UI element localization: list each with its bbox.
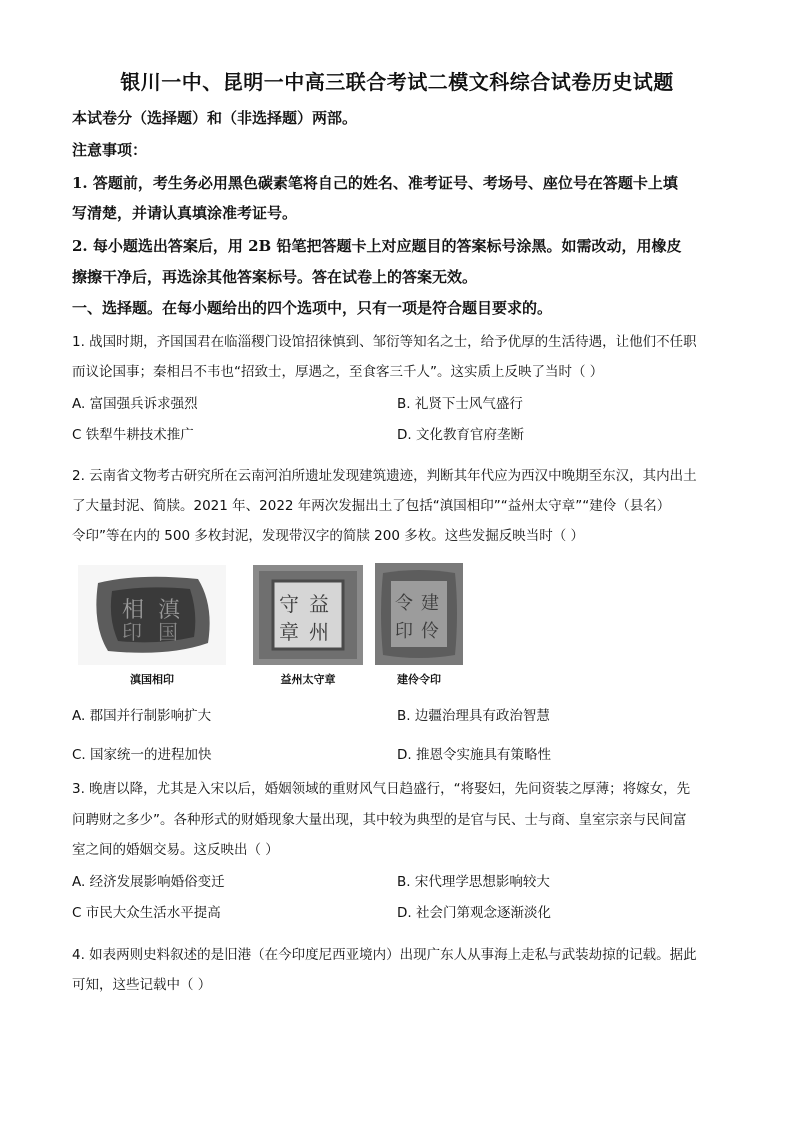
svg-text:滇: 滇	[158, 598, 181, 623]
page-title: 银川一中、昆明一中高三联合考试二模文科综合试卷历史试题	[120, 70, 674, 94]
q3-option-a: A. 经济发展影响婚俗变迁	[72, 874, 225, 890]
q1-option-a: A. 富国强兵诉求强烈	[72, 396, 198, 412]
svg-text:章: 章	[279, 620, 299, 644]
q2-stem-line-1: 2. 云南省文物考古研究所在云南河泊所遗址发现建筑遗迹，判断其年代应为西汉中晚期至东汉，其内出土	[72, 468, 697, 484]
q3-stem-line-3: 室之间的婚姻交易。这反映出（ ）	[72, 842, 279, 858]
q1-stem-line-2: 而议论国事；秦相吕不韦也“招致士，厚遇之，至食客三千人”。这实质上反映了当时（ ）	[72, 364, 604, 380]
q2-option-b: B. 边疆治理具有政治智慧	[397, 708, 550, 724]
seal-caption-yizhou: 益州太守章	[280, 673, 336, 686]
seal-image-yizhou	[253, 565, 363, 665]
q1-stem-line-1: 1. 战国时期，齐国国君在临淄稷门设馆招徕慎到、邹衍等知名之士，给予优厚的生活待遇，让他们不任职	[72, 334, 697, 350]
section-1-heading: 一、选择题。在每小题给出的四个选项中，只有一项是符合题目要求的。	[72, 299, 553, 317]
svg-text:印: 印	[122, 620, 142, 644]
svg-text:州: 州	[309, 620, 329, 644]
svg-text:印: 印	[395, 621, 413, 642]
q2-stem-line-2: 了大量封泥、简牍。2021 年、2022 年两次发掘出土了包括“滇国相印”“益州太守章”“建伶（县名）	[72, 498, 671, 514]
q3-stem-line-1: 3. 晚唐以降，尤其是入宋以后，婚姻领域的重财风气日趋盛行，“将娶妇，先问资装之厚薄；将嫁女，先	[72, 781, 691, 797]
q4-stem-line-1: 4. 如表两则史料叙述的是旧港（在今印度尼西亚境内）出现广东人从事海上走私与武装劫掠的记载。据此	[72, 947, 697, 963]
seal-caption-dianguo: 滇国相印	[130, 673, 174, 686]
q2-option-c: C. 国家统一的进程加快	[72, 747, 212, 763]
q1-option-d: D. 文化教育官府垄断	[397, 427, 524, 443]
seal-caption-jianling: 建伶令印	[397, 673, 441, 686]
note-1-line-2: 写清楚，并请认真填涂准考证号。	[72, 204, 298, 222]
q4-stem-line-2: 可知，这些记载中（ ）	[72, 977, 212, 993]
intro-text: 本试卷分（选择题）和（非选择题）两部。	[72, 109, 358, 127]
q2-stem-line-3: 令印”等在内的 500 多枚封泥，发现带汉字的简牍 200 多枚。这些发掘反映当时（ ）	[72, 528, 584, 544]
q3-option-b: B. 宋代理学思想影响较大	[397, 874, 550, 890]
q2-option-a: A. 郡国并行制影响扩大	[72, 708, 212, 724]
q2-option-d: D. 推恩令实施具有策略性	[397, 747, 551, 763]
svg-text:守: 守	[279, 592, 299, 616]
notes-heading: 注意事项：	[72, 141, 148, 159]
svg-text:令: 令	[395, 593, 413, 614]
svg-text:伶: 伶	[421, 621, 439, 642]
note-2-line-2: 擦擦干净后，再选涂其他答案标号。答在试卷上的答案无效。	[72, 268, 478, 286]
svg-text:建: 建	[421, 593, 439, 614]
q3-stem-line-2: 问聘财之多少”。各种形式的财婚现象大量出现，其中较为典型的是官与民、士与商、皇室宗亲与民间富	[72, 812, 687, 828]
svg-text:益: 益	[309, 592, 329, 616]
q3-option-c: C 市民大众生活水平提高	[72, 905, 221, 921]
seal-image-jianling	[375, 563, 463, 665]
svg-text:国: 国	[158, 620, 178, 644]
svg-text:相: 相	[122, 598, 145, 623]
q3-option-d: D. 社会门第观念逐渐淡化	[397, 905, 551, 921]
q1-option-c: C 铁犁牛耕技术推广	[72, 427, 194, 443]
seal-image-dianguo	[78, 565, 226, 665]
q1-option-b: B. 礼贤下士风气盛行	[397, 396, 523, 412]
note-2-line-1: 2. 每小题选出答案后，用 2B 铅笔把答题卡上对应题目的答案标号涂黑。如需改动，用橡皮	[72, 237, 682, 255]
note-1-line-1: 1. 答题前，考生务必用黑色碳素笔将自己的姓名、准考证号、考场号、座位号在答题卡上填	[72, 174, 678, 192]
